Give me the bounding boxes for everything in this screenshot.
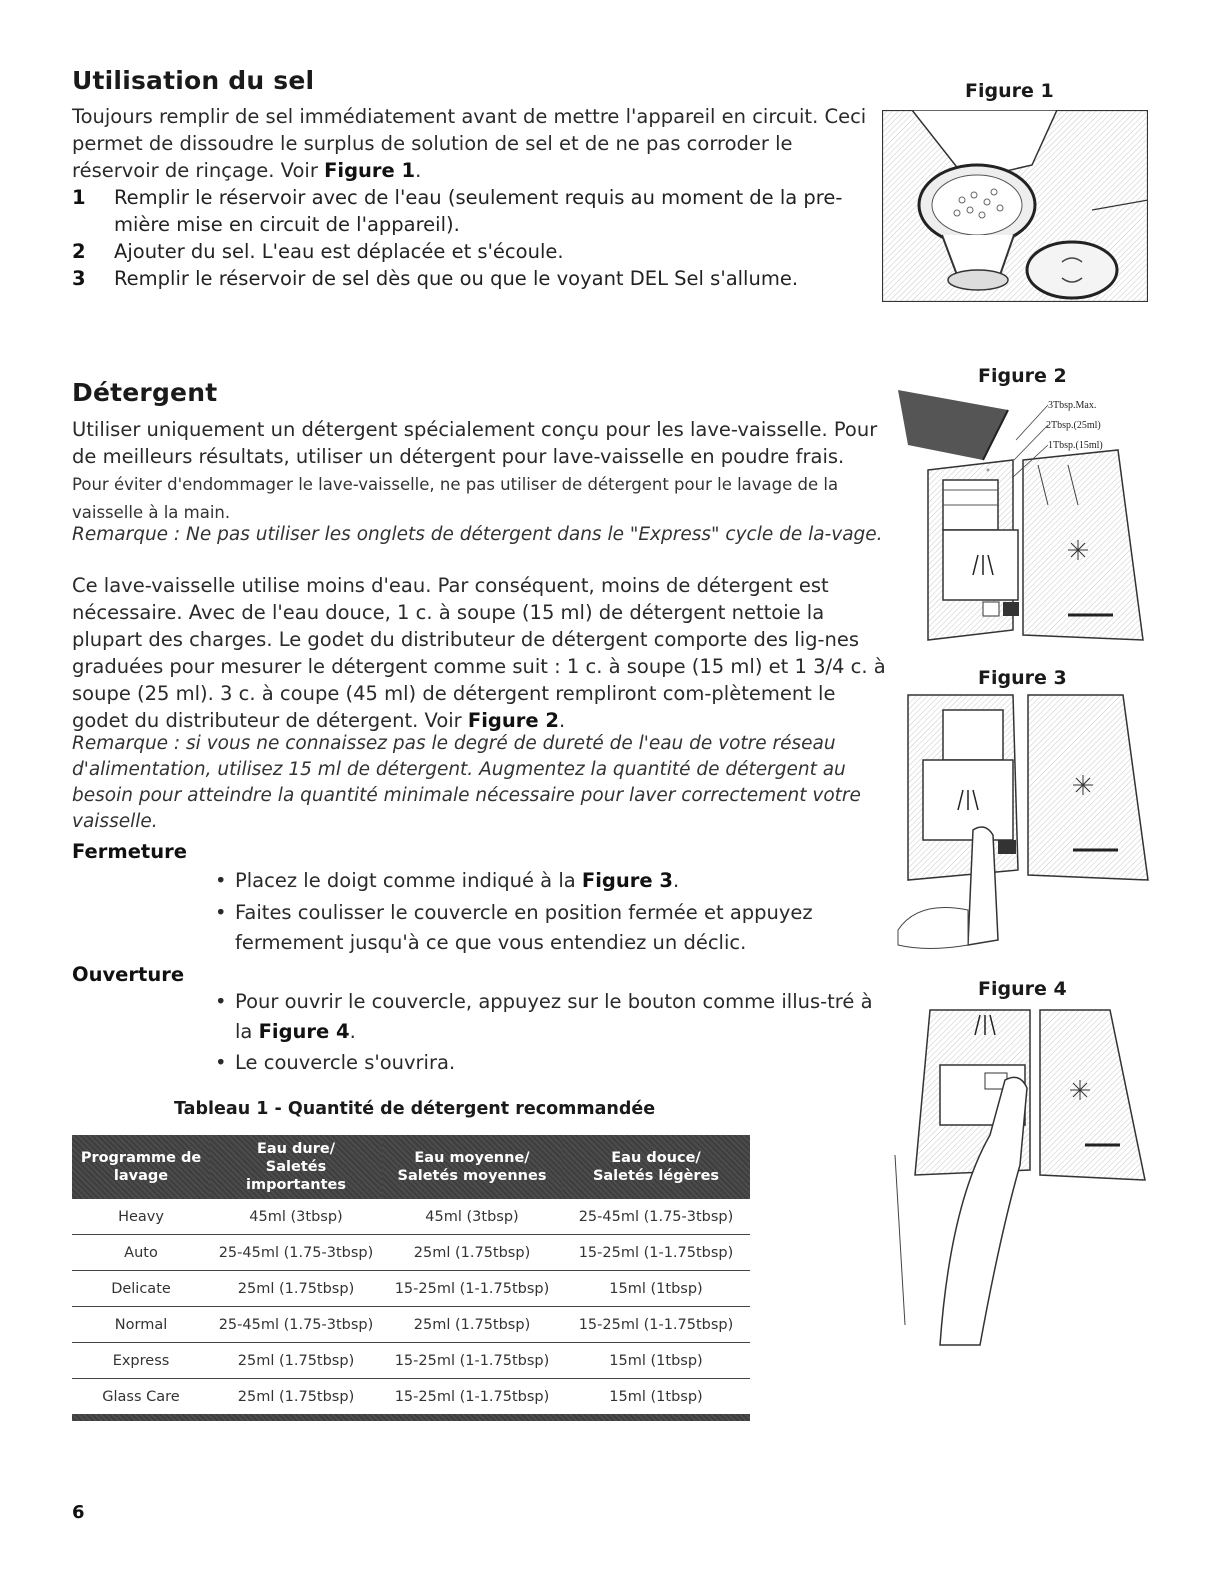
fig2-mark-max: 3Tbsp.Max. [1048, 400, 1097, 411]
figure-1-illustration [882, 110, 1148, 302]
salt-intro-end: . [415, 159, 422, 182]
salt-intro-text: Toujours remplir de sel immédiatement avant de mettre l'appareil en circuit. Ceci permet de dissoudre le surplus de solution de sel et de ne pas corroder le réservoir de rinçage. Voir [72, 105, 867, 182]
table-cell: 25ml (1.75tbsp) [237, 1388, 355, 1405]
table-cell: Heavy [72, 1199, 210, 1235]
opening-heading: Ouverture [72, 963, 185, 986]
figure-2-ref: Figure 2 [467, 709, 559, 732]
detergent-p1-warning: Pour éviter d'endommager le lave-vaisselle, ne pas utiliser de détergent pour le lavage de la vaisselle à la main. [72, 475, 839, 522]
detergent-dispenser-fill-illustration [888, 390, 1156, 665]
table-cell: Normal [72, 1307, 210, 1343]
table-row [72, 1379, 750, 1415]
detergent-p2-end: . [558, 709, 566, 732]
salt-intro [72, 103, 880, 184]
closing-bullet-2 [215, 898, 895, 958]
dispenser-opening-illustration [880, 1005, 1156, 1350]
figure-2-label: Figure 2 [978, 365, 1067, 387]
header-soft-water: Eau douce/ Saletés légères [562, 1135, 750, 1199]
table-row [72, 1271, 750, 1307]
table-cell: 15ml (1tbsp) [562, 1343, 750, 1379]
figure-4-label: Figure 4 [978, 978, 1067, 1000]
table-cell: 45ml (3tbsp) [210, 1199, 382, 1235]
step-number: 1 [72, 186, 86, 209]
detergent-p2-text: Ce lave-vaisselle utilise moins d'eau. Par conséquent, moins de détergent est nécessaire. Avec de l'eau douce, 1 c. à soupe (15 ml) de détergent nettoie la plupart des charges. Le godet du distributeur de détergent comporte des lig-nes graduées pour mesurer le détergent comme suit : 1 c. à soupe (15 ml) et 1 3/4 c. à soupe (25 ml). 3 c. à coupe (45 ml) de détergent rempliront com-plètement le godet du distributeur de détergent. Voir [72, 574, 886, 732]
opening-b1-text: Pour ouvrir le couvercle, appuyez sur le bouton comme illus-tré à la [235, 990, 873, 1043]
salt-step [72, 238, 880, 265]
table-cell: 15-25ml (1-1.75tbsp) [562, 1235, 750, 1271]
table-cell: Auto [72, 1235, 210, 1271]
opening-bullet-1 [215, 987, 895, 1047]
detergent-quantity-table [72, 1135, 750, 1414]
dispenser-closing-illustration [888, 690, 1156, 955]
table-cell: Glass Care [102, 1388, 180, 1405]
closing-b2-text: Faites coulisser le couvercle en position fermée et appuyez fermement jusqu'à ce que vous entendiez un déclic. [235, 901, 813, 954]
table-cell: 25ml (1.75tbsp) [382, 1307, 562, 1343]
table-cell: 25ml (1.75tbsp) [210, 1271, 382, 1307]
bullet-mark: • [215, 990, 227, 1013]
salt-steps [72, 184, 880, 292]
step-text: Remplir le réservoir de sel dès que ou que le voyant DEL Sel s'allume. [114, 267, 799, 290]
closing-bullet-1 [215, 866, 895, 896]
fig2-mark-25ml: 2Tbsp.(25ml) [1046, 420, 1101, 431]
table-cell: 15ml (1tbsp) [562, 1271, 750, 1307]
table-cell: Express [72, 1343, 210, 1379]
step-number: 3 [72, 267, 86, 290]
salt-step [72, 265, 880, 292]
detergent-p1-text: Utiliser uniquement un détergent spécialement conçu pour les lave-vaisselle. Pour de meilleurs résultats, utiliser un détergent pour lave-vaisselle en poudre frais. [72, 418, 878, 468]
table-header-row [72, 1135, 750, 1199]
figure-4-illustration [880, 1005, 1156, 1350]
table-cell: Delicate [72, 1271, 210, 1307]
salt-step [72, 184, 880, 238]
figure-2-illustration [888, 390, 1156, 665]
step-text: Ajouter du sel. L'eau est déplacée et s'écoule. [114, 240, 564, 263]
table-cell: 15-25ml (1-1.75tbsp) [382, 1343, 562, 1379]
figure-4-ref: Figure 4 [258, 1020, 350, 1043]
table-cell: 15-25ml (1-1.75tbsp) [394, 1388, 550, 1405]
table-row [72, 1307, 750, 1343]
detergent-section-title: Détergent [72, 378, 218, 407]
figure-1-label: Figure 1 [965, 80, 1054, 102]
figure-3-label: Figure 3 [978, 667, 1067, 689]
table-bottom-bar [72, 1414, 750, 1421]
step-text: Remplir le réservoir avec de l'eau (seulement requis au moment de la pre-mière mise en circuit de l'appareil). [114, 186, 843, 236]
salt-funnel-illustration [882, 110, 1148, 302]
opening-b2-text: Le couvercle s'ouvrira. [235, 1051, 456, 1074]
salt-section-title: Utilisation du sel [72, 66, 315, 95]
header-medium-water: Eau moyenne/ Saletés moyennes [382, 1135, 562, 1199]
opening-bullet-2 [215, 1048, 895, 1078]
figure-3-illustration [888, 690, 1156, 955]
fig2-mark-15ml: 1Tbsp.(15ml) [1048, 440, 1103, 451]
opening-b1-end: . [349, 1020, 356, 1043]
detergent-table-wrap [72, 1135, 750, 1421]
table-row [72, 1199, 750, 1235]
closing-heading: Fermeture [72, 840, 187, 863]
header-hard-water: Eau dure/ Saletés importantes [210, 1135, 382, 1199]
detergent-paragraph-2 [72, 572, 887, 734]
table-cell: 25-45ml (1.75-3tbsp) [562, 1199, 750, 1235]
figure-3-ref: Figure 3 [581, 869, 673, 892]
table-row [72, 1235, 750, 1271]
detergent-note-express: Remarque : Ne pas utiliser les onglets de détergent dans le "Express" cycle de la-vage. [72, 524, 883, 545]
step-number: 2 [72, 240, 86, 263]
table-cell: 45ml (3tbsp) [382, 1199, 562, 1235]
table-cell: 25ml (1.75tbsp) [210, 1343, 382, 1379]
closing-b1-end: . [672, 869, 680, 892]
table-cell: 15ml (1tbsp) [609, 1388, 703, 1405]
figure-1-ref: Figure 1 [324, 159, 416, 182]
header-program: Programme de lavage [72, 1135, 210, 1199]
detergent-paragraph-1 [72, 416, 887, 526]
bullet-mark: • [215, 1051, 227, 1074]
bullet-mark: • [215, 869, 227, 892]
table-cell: 25ml (1.75tbsp) [382, 1235, 562, 1271]
bullet-mark: • [215, 901, 227, 924]
table-row [72, 1343, 750, 1379]
table-title: Tableau 1 - Quantité de détergent recommandée [174, 1099, 656, 1119]
table-cell: 15-25ml (1-1.75tbsp) [382, 1271, 562, 1307]
detergent-note-hardness: Remarque : si vous ne connaissez pas le degré de dureté de l'eau de votre réseau d'alimentation, utilisez 15 ml de détergent. Augmentez la quantité de détergent au besoin pour atteindre la quantité minimale nécessaire pour laver correctement votre vaisselle. [72, 733, 861, 832]
closing-b1-text: Placez le doigt comme indiqué à la [235, 869, 582, 892]
table-cell: 25-45ml (1.75-3tbsp) [210, 1307, 382, 1343]
table-cell: 15-25ml (1-1.75tbsp) [562, 1307, 750, 1343]
page-number: 6 [72, 1502, 85, 1523]
table-cell: 25-45ml (1.75-3tbsp) [210, 1235, 382, 1271]
